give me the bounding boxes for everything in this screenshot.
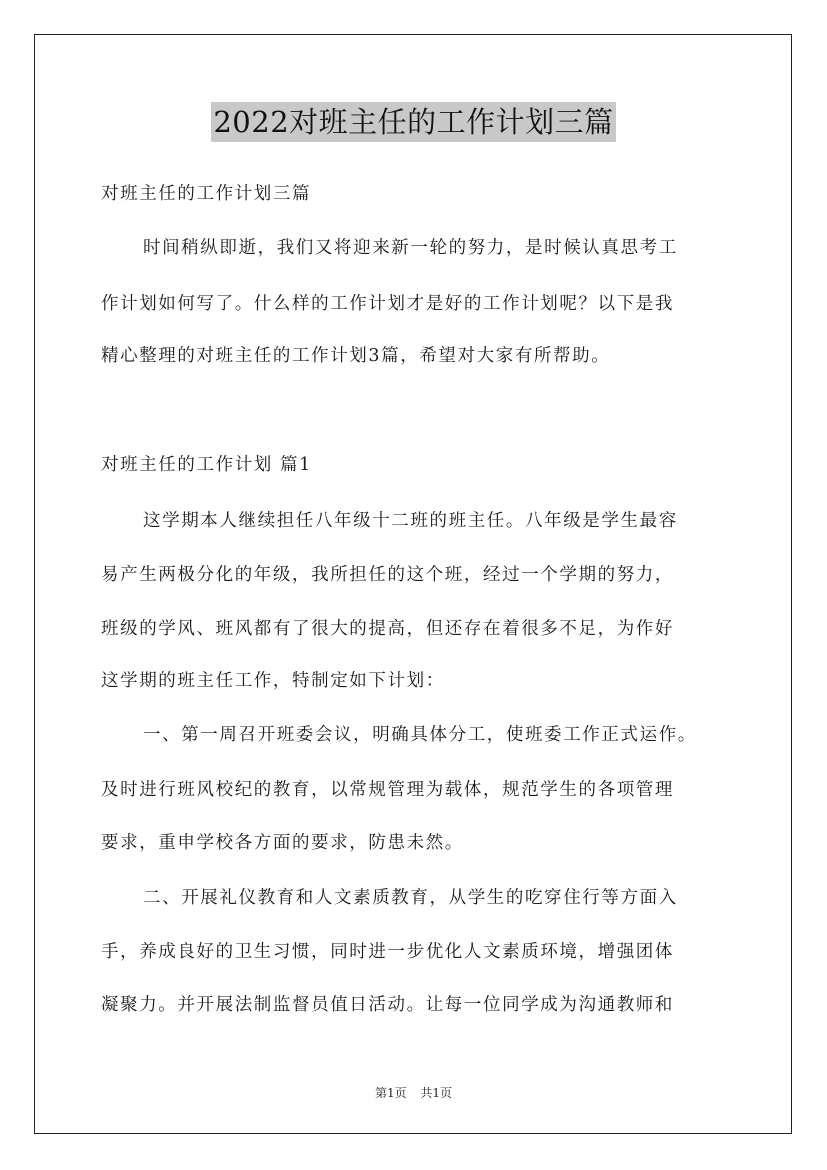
document-title: 2022对班主任的工作计划三篇 (211, 102, 615, 142)
paragraph3-line-1: 二、开展礼仪教育和人文素质教育，从学生的吃穿住行等方面入 (143, 888, 678, 908)
page-number: 第1页 (374, 1086, 407, 1100)
paragraph3-line-3: 凝聚力。并开展法制监督员值日活动。让每一位同学成为沟通教师和 (101, 995, 674, 1015)
paragraph1-line-2: 易产生两极分化的年级，我所担任的这个班，经过一个学期的努力， (101, 565, 674, 585)
paragraph3-line-2: 手，养成良好的卫生习惯，同时进一步优化人文素质环境，增强团体 (101, 942, 674, 962)
paragraph2-line-3: 要求，重申学校各方面的要求，防患未然。 (101, 833, 464, 853)
paragraph1-line-4: 这学期的班主任工作，特制定如下计划： (101, 671, 445, 691)
document-subtitle: 对班主任的工作计划三篇 (101, 184, 312, 204)
intro-line-3: 精心整理的对班主任的工作计划3篇，希望对大家有所帮助。 (101, 346, 611, 366)
intro-line-1: 时间稍纵即逝，我们又将迎来新一轮的努力，是时候认真思考工 (143, 238, 678, 258)
paragraph1-line-1: 这学期本人继续担任八年级十二班的班主任。八年级是学生最容 (143, 511, 678, 531)
paragraph1-line-3: 班级的学风、班风都有了很大的提高，但还存在着很多不足，为作好 (101, 619, 674, 639)
title-container (0, 102, 827, 142)
section-heading: 对班主任的工作计划 篇1 (101, 455, 312, 475)
paragraph2-line-2: 及时进行班风校纪的教育，以常规管理为载体，规范学生的各项管理 (101, 780, 674, 800)
paragraph2-line-1: 一、第一周召开班委会议，明确具体分工，使班委工作正式运作。 (143, 725, 697, 745)
page-footer (0, 1084, 827, 1101)
intro-line-2: 作计划如何写了。什么样的工作计划才是好的工作计划呢？以下是我 (101, 294, 674, 314)
page-total: 共1页 (420, 1086, 453, 1100)
